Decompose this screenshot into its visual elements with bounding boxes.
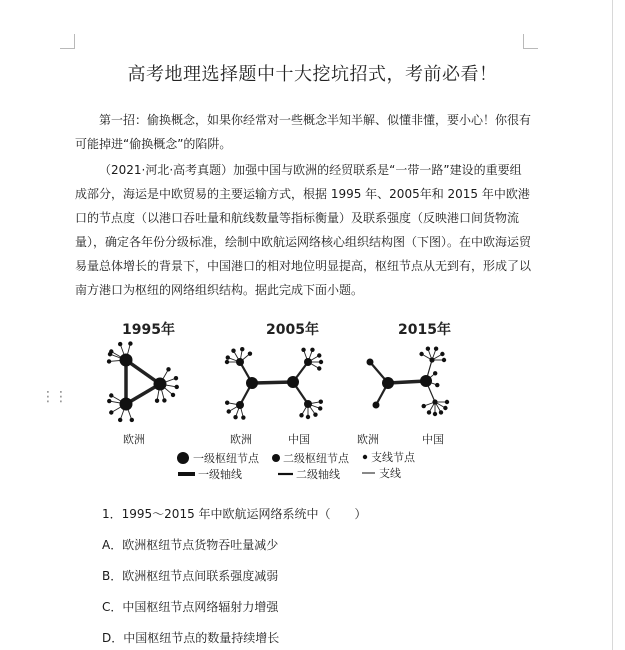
n2015-g1-branch-node: [426, 347, 430, 351]
n1995-c-branch-node: [155, 399, 159, 403]
n2015-primary-node: [382, 377, 394, 389]
n1995-a-branch-node: [128, 341, 132, 345]
crop-mark-top-left: [60, 34, 75, 49]
drag-handle-icon[interactable]: ⋮⋮: [41, 389, 67, 405]
year-label-1995: 1995年: [122, 322, 175, 338]
region-label-europe-2015: 欧洲: [357, 433, 379, 446]
n1995-b-branch-node: [109, 393, 113, 397]
option-a: A．欧洲枢纽节点货物吞吐量减少: [102, 538, 279, 552]
n1995-primary-node: [120, 354, 133, 367]
n1995-c-branch-node: [171, 393, 175, 397]
n1995-primary-node: [120, 398, 133, 411]
legend-branch-node-marker: [363, 455, 367, 459]
n2015-secondary-node: [373, 402, 380, 409]
n2005-secondary-node: [304, 358, 312, 366]
n1995-b-branch-node: [109, 410, 113, 414]
n2015-g2-branch-node: [443, 406, 447, 410]
legend-primary-axis: 一级轴线: [198, 468, 242, 481]
year-label-2015: 2015年: [398, 322, 451, 338]
n2005-e1-branch-node: [317, 366, 321, 370]
n2005-e1-branch-node: [319, 360, 323, 364]
n2015-secondary-node: [367, 359, 374, 366]
n2015-g1-branch-node: [419, 352, 423, 356]
n1995-c-branch-node: [174, 376, 178, 380]
legend-secondary-node-marker: [272, 454, 280, 462]
n1995-b-branch-node: [130, 418, 134, 422]
n2015-g-branch-node: [433, 371, 437, 375]
n2005-primary-node: [246, 377, 258, 389]
n2015-g-branch-node: [435, 383, 439, 387]
n2005-e2-branch-node: [319, 400, 323, 404]
n2005-d2-branch-node: [241, 415, 245, 419]
region-label-europe-2005: 欧洲: [230, 433, 252, 446]
crop-mark-top-right: [523, 34, 538, 49]
n2005-e2-branch-node: [306, 415, 310, 419]
n2005-d1-branch-node: [225, 360, 229, 364]
n2005-d2-branch-node: [225, 401, 229, 405]
legend-primary-node-marker: [177, 452, 189, 464]
n2005-e2-branch-node: [313, 412, 317, 416]
n2005-d1-branch-node: [226, 355, 230, 359]
n2015-g2-branch-node: [439, 410, 443, 414]
n2005-secondary-node: [236, 401, 244, 409]
legend-secondary-node: 二级枢纽节点: [283, 452, 349, 465]
region-label-china-2015: 中国: [422, 433, 444, 446]
n2005-secondary-node: [236, 358, 244, 366]
option-c: C．中国枢纽节点网络辐射力增强: [102, 600, 279, 614]
n2005-primary-node: [287, 376, 299, 388]
n1995-a-branch-node: [107, 359, 111, 363]
n1995-primary-node: [154, 378, 167, 391]
n2005-d2-branch-node: [227, 409, 231, 413]
n2005-d2-branch-node: [233, 415, 237, 419]
page-title: 高考地理选择题中十大挖坑招式，考前必看！: [127, 64, 498, 85]
paragraph-intro: 第一招：偷换概念，如果你经常对一些概念半知半解、似懂非懂，要小心！你很有可能掉进“偷换概念”的陷阱。: [75, 113, 532, 151]
n2005-d1-branch-node: [231, 349, 235, 353]
shipping-network-figure: [100, 316, 451, 486]
n2015-branch-node: [432, 399, 437, 404]
legend-branch-line: 支线: [379, 467, 401, 480]
n2005-primary-axis: [252, 382, 293, 383]
n2015-g1-branch-node: [434, 347, 438, 351]
n2005-e2-branch-node: [318, 406, 322, 410]
n1995-b-branch-node: [118, 418, 122, 422]
n1995-b-branch-node: [107, 399, 111, 403]
n2015-primary-node: [420, 375, 432, 387]
n1995-c-branch-node: [162, 398, 166, 402]
year-label-2005: 2005年: [266, 322, 319, 338]
n2015-branch-node: [429, 357, 434, 362]
n2005-d1-branch-node: [240, 347, 244, 351]
n2015-g2-branch-node: [422, 404, 426, 408]
n1995-c-branch-node: [166, 367, 170, 371]
n2005-e2-branch-node: [299, 413, 303, 417]
n1995-a-branch-node: [118, 342, 122, 346]
n2015-g2-branch-node: [433, 412, 437, 416]
question-stem: 1．1995～2015 年中欧航运网络系统中（ ）: [102, 507, 367, 521]
n1995-c-branch-node: [175, 385, 179, 389]
n2015-g1-branch-node: [442, 358, 446, 362]
n2005-e1-branch-node: [317, 353, 321, 357]
n2005-d1-branch-node: [248, 351, 252, 355]
n1995-a-branch-node: [108, 352, 112, 356]
legend-branch-node: 支线节点: [371, 451, 415, 464]
n2015-g1-branch-node: [440, 352, 444, 356]
n2005-secondary-node: [304, 400, 312, 408]
n2015-g2-branch-node: [445, 400, 449, 404]
option-b: B．欧洲枢纽节点间联系强度减弱: [102, 569, 279, 583]
region-label-china-2005: 中国: [288, 433, 310, 446]
page-edge: [612, 0, 613, 650]
n2015-g2-branch-node: [427, 410, 431, 414]
legend-secondary-axis: 二级轴线: [296, 468, 340, 481]
option-d: D．中国枢纽节点的数量持续增长: [102, 631, 280, 645]
paragraph-question-context: （2021·河北·高考真题）加强中国与欧洲的经贸联系是“一带一路”建设的重要组成部分，海运是中欧贸易的主要运输方式，根据 1995 年、2005年和 2015 年中欧港口的节点度（以港口吞吐量和航线数量等指标衡量）及联系强度（反映港口间货物流量），确定各年份分级标准，绘制中欧航运网络核心组织结构图（下图）。在中欧海运贸易量总体增长的背景下，中国港口的相对地位明显提高，枢纽节点从无到有，形成了以南方港口为枢纽的网络组织结构。据此完成下面小题。: [75, 163, 532, 297]
n2005-e1-branch-node: [301, 348, 305, 352]
region-label-europe-1995: 欧洲: [123, 433, 145, 446]
legend-primary-node: 一级枢纽节点: [193, 452, 259, 465]
n2005-e1-branch-node: [310, 348, 314, 352]
